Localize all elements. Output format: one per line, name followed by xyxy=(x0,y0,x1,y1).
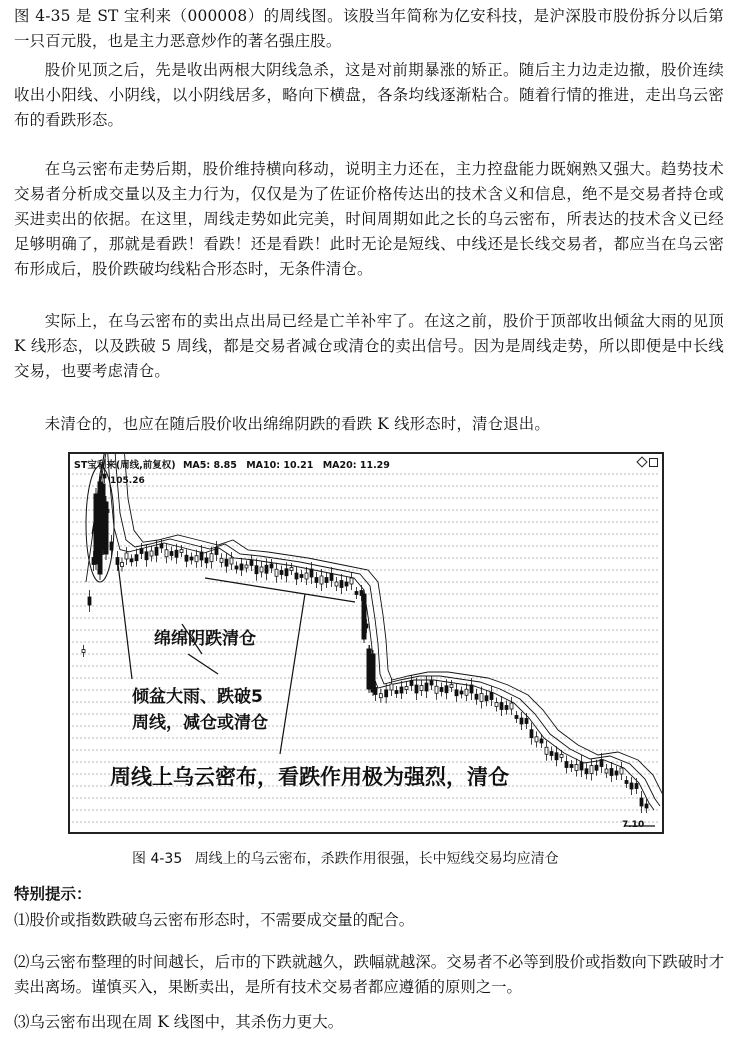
candle-body xyxy=(515,716,518,719)
candle-body xyxy=(615,771,618,775)
candle-body xyxy=(135,555,138,561)
candle-body xyxy=(495,703,498,707)
square-icon xyxy=(649,458,658,467)
candle-body xyxy=(245,565,248,568)
candle-body xyxy=(125,553,128,559)
arrow-line xyxy=(188,654,218,674)
candle-body xyxy=(210,554,213,562)
candle-body xyxy=(165,550,168,557)
candle-body xyxy=(400,687,403,693)
candle-body xyxy=(325,578,328,583)
candle-body xyxy=(371,654,375,692)
ma10-readout: MA10: 10.21 xyxy=(246,460,314,471)
annotation-dark-cloud: 周线上乌云密布，看跌作用极为强烈，清仓 xyxy=(110,765,509,789)
candle-body xyxy=(645,804,648,808)
candle-body xyxy=(530,730,533,738)
candle-body xyxy=(88,597,91,605)
candle-body xyxy=(520,718,523,724)
candle-body xyxy=(170,552,173,556)
candle-body xyxy=(180,550,183,553)
ma20-readout: MA20: 11.29 xyxy=(322,460,390,471)
candle-body xyxy=(205,558,208,563)
candle-body xyxy=(500,703,503,710)
candle-body xyxy=(395,691,398,694)
candle-body xyxy=(310,569,313,577)
candle-body xyxy=(250,561,253,566)
candle-body xyxy=(155,547,158,555)
candle-body xyxy=(270,564,273,568)
candle-body xyxy=(160,544,163,548)
candle-body xyxy=(575,765,578,771)
candle-body xyxy=(565,762,568,768)
candle-body xyxy=(600,760,603,767)
figure-caption xyxy=(132,848,567,868)
candle-body xyxy=(415,685,418,693)
candle-body xyxy=(121,563,124,567)
candle-body xyxy=(425,683,428,691)
candle-body xyxy=(240,564,243,570)
candle-body xyxy=(103,474,106,478)
paragraph-1: 图 4-35 是 ST 宝利来（000008）的周线图。该股当年简称为亿安科技，是沪深股市股份拆分以后第一只百元股，也是主力恶意炒作的著名强庄股。 xyxy=(14,7,724,50)
candle-body xyxy=(570,765,573,768)
candle-body xyxy=(445,686,448,693)
candle-body xyxy=(510,703,513,709)
candle-body xyxy=(175,550,178,557)
figure-caption-text: 周线上的乌云密布，杀跌作用很强，长中短线交易均应清仓 xyxy=(194,851,559,867)
candle-body xyxy=(390,684,393,690)
annotation-downpour-b: 周线，减仓或清仓 xyxy=(132,713,268,733)
candle-body xyxy=(82,650,85,653)
weekly-kline-chart xyxy=(68,452,664,834)
candle-body xyxy=(345,582,348,586)
figure-number: 图 4-35 xyxy=(132,851,183,867)
candle-body xyxy=(405,687,408,690)
candle-body xyxy=(550,752,553,756)
candle-body xyxy=(300,575,303,578)
tips-title: 特别提示： xyxy=(14,885,92,903)
candle-body xyxy=(200,552,203,560)
candle-body xyxy=(535,737,538,742)
candle-body xyxy=(490,693,493,700)
candle-body xyxy=(350,578,353,584)
candle-body xyxy=(379,694,382,698)
paragraph-2: 股价见顶之后，先是收出两根大阴线急杀，这是对前期暴涨的矫正。随后主力边走边撤，股价连续收出小阳线、小阴线，以小阴线居多，略向下横盘，各条均线逐渐粘合。随着行情的推进，走出乌云密布的看跌形态。 xyxy=(14,61,724,129)
peak-price-label: 105.26 xyxy=(110,476,145,486)
candle-body xyxy=(525,719,528,724)
candle-body xyxy=(465,689,468,695)
tip-3: ⑶乌云密布出现在周 K 线图中，其杀伤力更大。 xyxy=(14,1013,344,1031)
candle-body xyxy=(455,690,458,696)
candle-body xyxy=(585,769,588,774)
candle-body xyxy=(265,565,268,573)
candle-body xyxy=(355,592,358,595)
candle-body xyxy=(255,566,258,574)
paragraph-3: 在乌云密布走势后期，股价维持横向移动，说明主力还在，主力控盘能力既娴熟又强大。趋势技术交易者分析成交量以及主力行为，仅仅是为了佐证价格传达出的技术含义和信息，绝不是交易者持仓或买进卖出的依据。在这里，周线走势如此完美，时间周期如此之长的乌云密布，所表达的技术含义已经足够明确了，那就是看跌！看跌！还是看跌！此时无论是短线、中线还是长线交易者，都应当在乌云密布形成后，股价跌破均线粘合形态时，无条件清仓。 xyxy=(14,160,724,278)
paragraph-5: 未清仓的，也应在随后股价收出绵绵阴跌的看跌 K 线形态时，清仓退出。 xyxy=(44,415,550,433)
candle-body xyxy=(610,769,613,776)
candle-body xyxy=(440,688,443,692)
tip-1: ⑴股价或指数跌破乌云密布形态时，不需要成交量的配合。 xyxy=(14,911,415,929)
candle-body xyxy=(220,558,223,562)
candle-body xyxy=(435,686,438,693)
candle-body xyxy=(545,747,548,754)
candle-body xyxy=(104,502,108,554)
candle-body xyxy=(362,594,366,639)
candle-body xyxy=(470,685,473,693)
candle-body xyxy=(235,566,238,569)
candle-body xyxy=(280,571,283,575)
candle-body xyxy=(185,555,188,561)
candle-body xyxy=(420,686,423,691)
candle-body xyxy=(430,681,433,685)
candle-body xyxy=(505,706,508,710)
candle-body xyxy=(340,581,343,588)
candle-body xyxy=(215,548,218,555)
candle-body xyxy=(640,798,643,806)
candle-body xyxy=(555,753,558,760)
chart-header: ST宝利来(周线,前复权) xyxy=(74,460,176,471)
tip-2: ⑵乌云密布整理的时间越长，后市的下跌就越久，跌幅就越深。交易者不必等到股价或指数向下跌破时才卖出离场。谨慎买入，果断卖出，是所有技术交易者都应遵循的原则之一。 xyxy=(14,953,724,996)
candle-body xyxy=(320,576,323,584)
candle-body xyxy=(630,783,633,789)
candle-body xyxy=(605,769,608,773)
candle-body xyxy=(560,755,563,758)
end-price-label: 7.10 xyxy=(622,820,645,830)
candle-body xyxy=(410,681,413,686)
candle-body xyxy=(195,556,198,562)
candle-body xyxy=(116,558,119,565)
candle-body xyxy=(145,552,148,560)
candle-body xyxy=(130,559,133,562)
annotation-downpour-a: 倾盆大雨、跌破5 xyxy=(132,687,263,707)
candle-body xyxy=(485,696,488,701)
candle-body xyxy=(480,694,483,702)
candle-body xyxy=(290,568,293,571)
paragraph-4: 实际上，在乌云密布的卖出点出局已经是亡羊补牢了。在这之前，股价于顶部收出倾盆大雨的见顶 K 线形态，以及跌破 5 周线，都是交易者减仓或清仓的卖出信号。因为是周线走势，所以即便是中长线交易，也要考虑清仓。 xyxy=(14,312,724,380)
candle-body xyxy=(540,739,543,743)
candle-body xyxy=(285,569,288,576)
candle-body xyxy=(385,690,388,697)
annotation-gradual-decline: 绵绵阴跌清仓 xyxy=(154,629,256,649)
candle-body xyxy=(625,781,628,784)
candle-body xyxy=(475,694,478,699)
candle-body xyxy=(460,691,463,694)
candle-body xyxy=(330,574,333,581)
candle-body xyxy=(450,685,453,688)
trend-line xyxy=(205,578,355,602)
candle-body xyxy=(190,557,193,560)
candle-body xyxy=(635,784,638,789)
arrow-line xyxy=(118,564,132,679)
ma5-readout: MA5: 8.85 xyxy=(182,460,237,471)
candle-body xyxy=(367,649,371,689)
candle-body xyxy=(260,567,263,572)
candle-body xyxy=(150,551,153,556)
candle-body xyxy=(230,558,233,564)
candle-body xyxy=(140,549,143,554)
candle-body xyxy=(315,578,318,583)
candle-body xyxy=(225,559,228,566)
candle-body xyxy=(580,762,583,770)
candle-body xyxy=(305,573,308,579)
candle-body xyxy=(595,765,598,770)
candle-body xyxy=(94,494,98,564)
candle-body xyxy=(295,573,298,579)
candle-body xyxy=(620,768,623,774)
candle-body xyxy=(275,569,278,576)
candle-body xyxy=(590,766,593,774)
candle-body xyxy=(335,582,338,586)
